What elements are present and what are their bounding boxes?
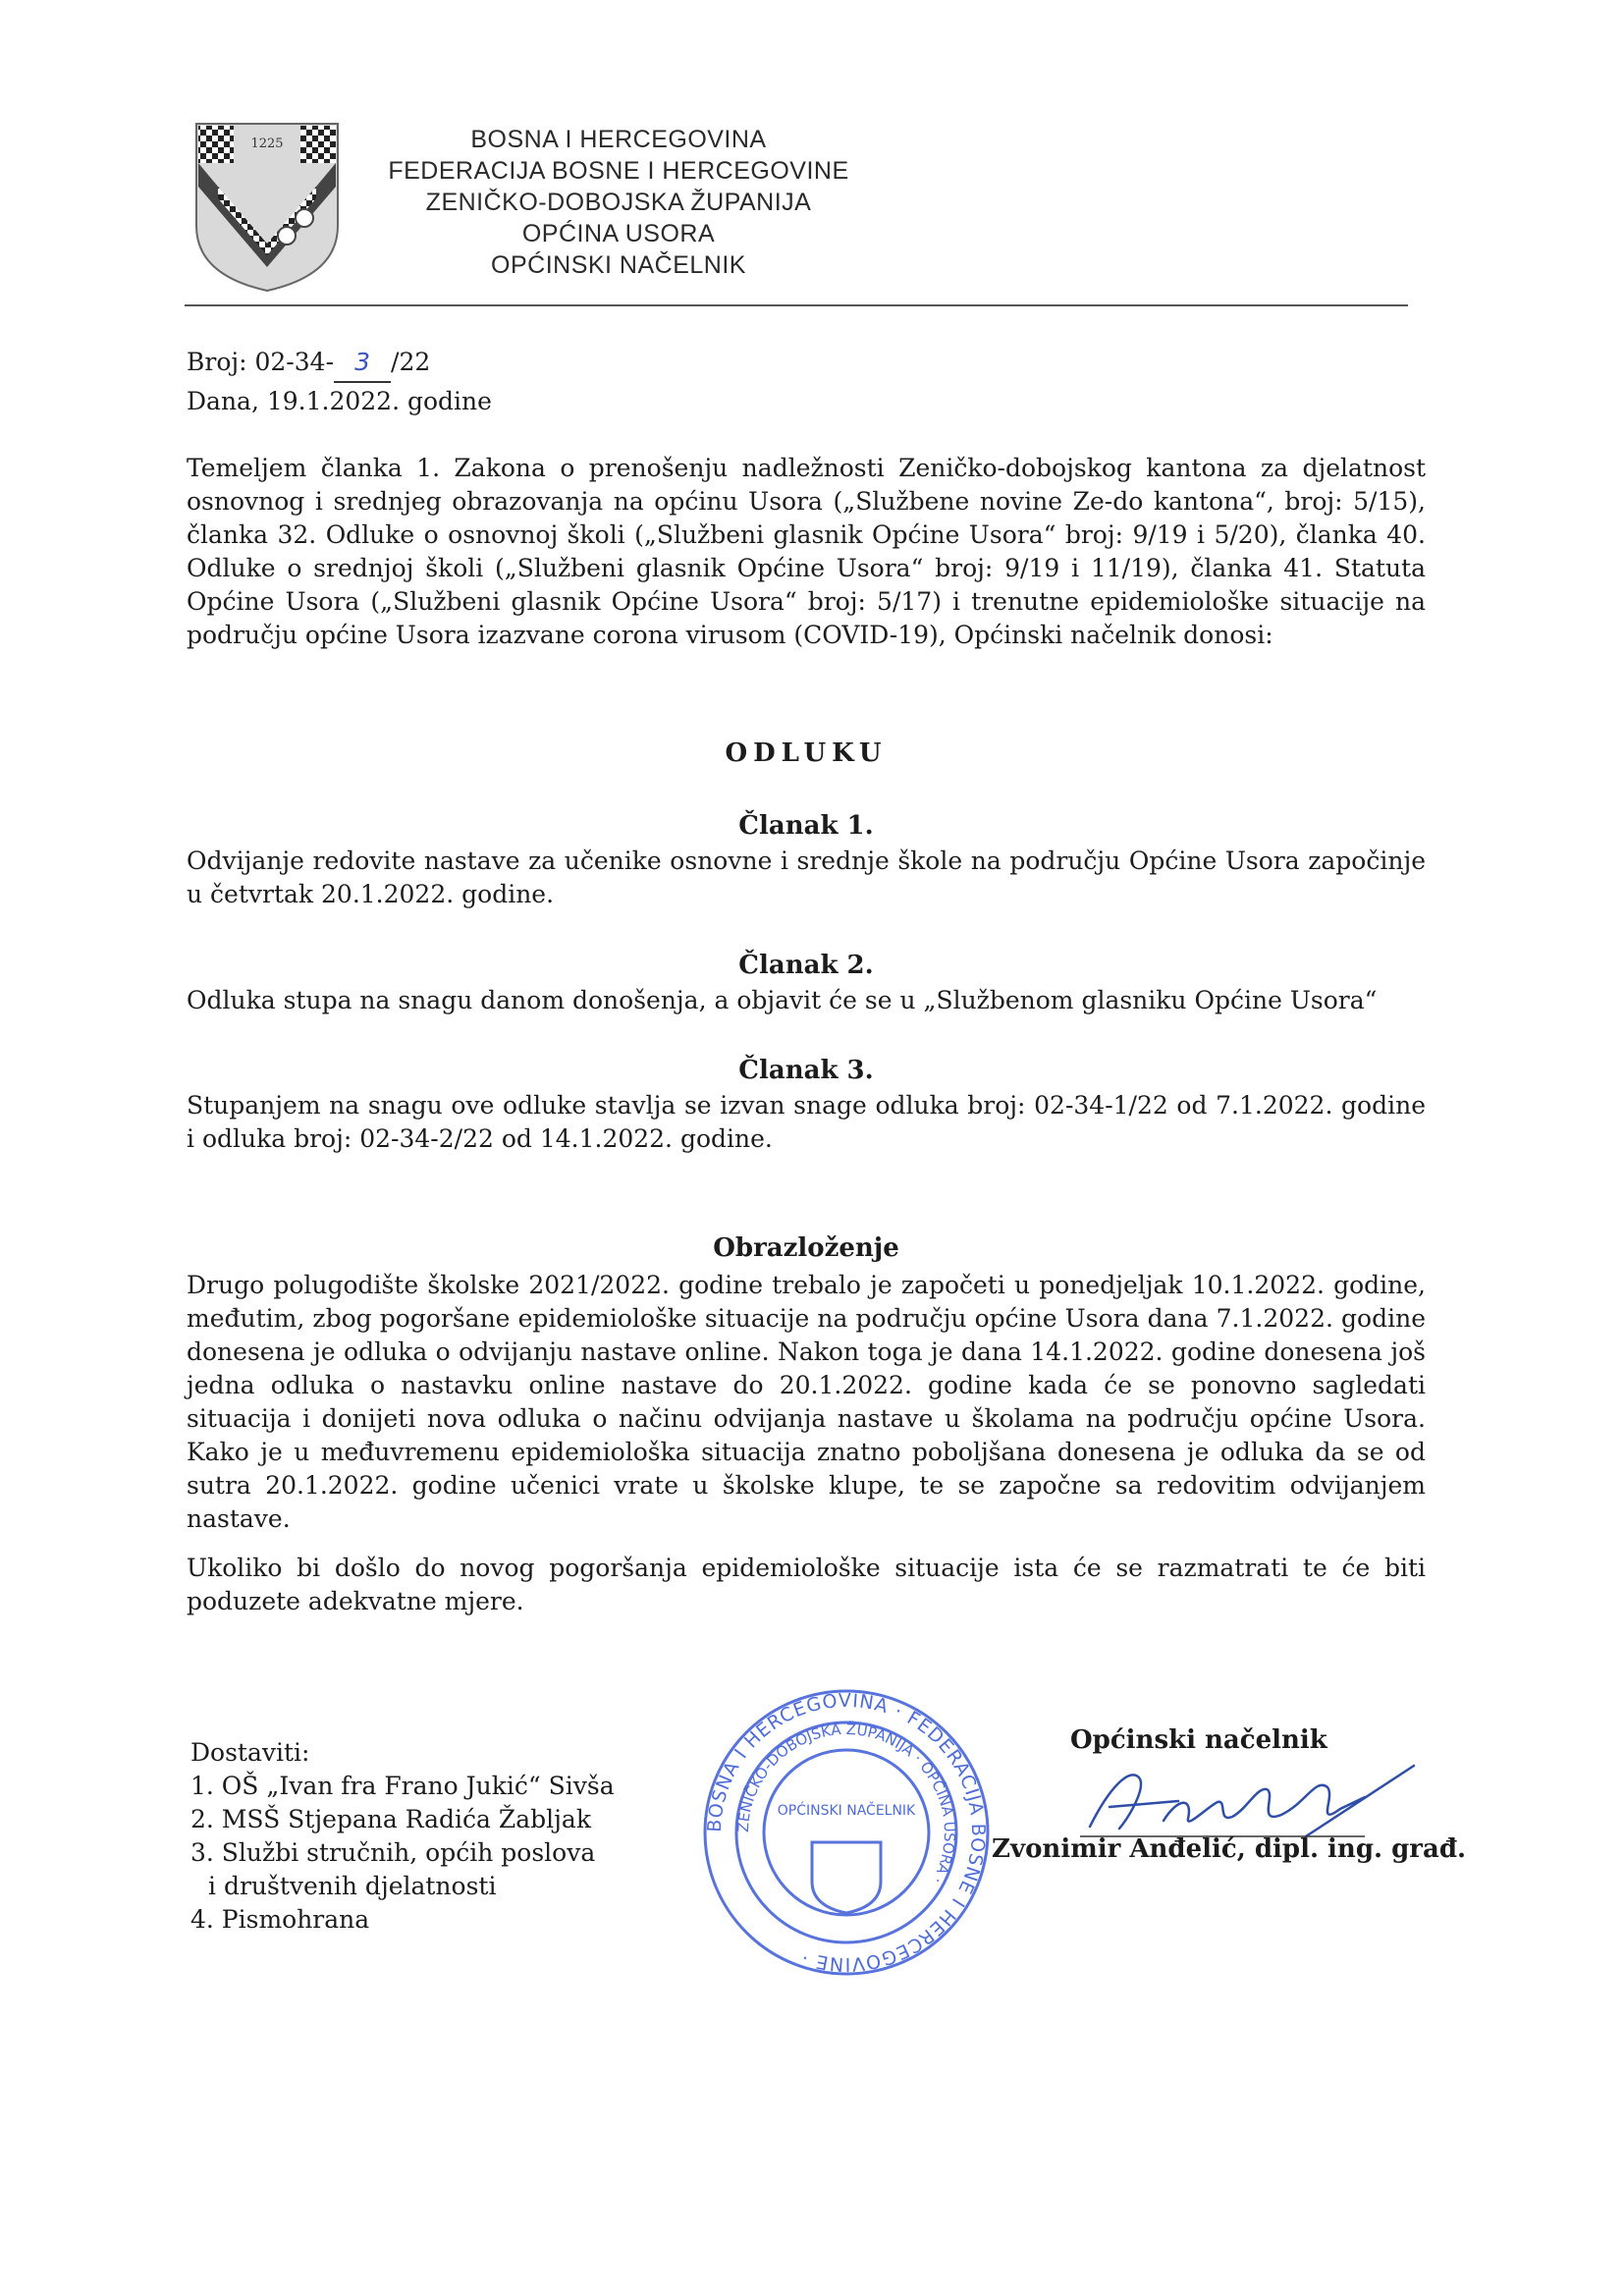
article-1-text: Odvijanje redovite nastave za učenike osnovne i srednje škole na području Općine Usora započinje u četvrtak 20.1.2022. godine. xyxy=(187,847,1426,908)
coat-year: 1225 xyxy=(250,137,284,151)
decision-title: ODLUKU xyxy=(725,738,888,768)
header-line-federation: FEDERACIJA BOSNE I HERCEGOVINE xyxy=(388,157,849,185)
header-line-canton: ZENIČKO-DOBOJSKA ŽUPANIJA xyxy=(425,189,812,216)
signatory-title: Općinski načelnik xyxy=(1070,1725,1327,1755)
header-line-municipality: OPĆINA USORA xyxy=(521,220,716,247)
document-date: Dana, 19.1.2022. godine xyxy=(187,387,492,415)
reasoning-paragraph-2: Ukoliko bi došlo do novog pogoršanja epidemiološke situacije ista će se razmatrati te će biti poduzete adekvatne mjere. xyxy=(187,1554,1426,1615)
header-line-office: OPĆINSKI NAČELNIK xyxy=(491,251,746,279)
article-2-heading: Članak 2. xyxy=(738,951,874,980)
article-3-heading: Članak 3. xyxy=(738,1056,874,1085)
distribution-item: i društvenih djelatnosti xyxy=(208,1872,497,1900)
coat-of-arms-icon xyxy=(189,118,346,295)
stamp-inner-text: ZENIČKO-DOBOJSKA ŽUPANIJA · OPĆINA USORA · xyxy=(733,1720,959,1887)
stamp-center-text: OPĆINSKI NAČELNIK xyxy=(777,1803,916,1819)
stamp-outer-text: BOSNA I HERCEGOVINA · FEDERACIJA BOSNE I HERCEGOVINE · xyxy=(703,1689,990,1976)
article-2-text: Odluka stupa na snagu danom donošenja, a objavit će se u „Službenom glasniku Općine Usora“ xyxy=(187,986,1378,1014)
distribution-list xyxy=(190,1736,615,1937)
signatory-name: Zvonimir Anđelić, dipl. ing. građ. xyxy=(992,1834,1467,1864)
distribution-item: 2. MSŠ Stjepana Radića Žabljak xyxy=(190,1805,591,1833)
distribution-label: Dostaviti: xyxy=(190,1738,310,1767)
header-line-country: BOSNA I HERCEGOVINA xyxy=(470,126,767,153)
intro-paragraph: Temeljem članka 1. Zakona o prenošenju nadležnosti Zeničko-dobojskog kantona za djelatnost osnovnog i srednjeg obrazovanja na općinu Usora („Službene novine Ze-do kantona“, broj: 5/15), članka 32. Odluke o osnovnoj školi („Službeni glasnik Općine Usora“ broj: 9/19 i 5/20), članka 40. Odluke o srednjoj školi („Službeni glasnik Općine Usora“ broj: 9/19 i 11/19), članka 41. Statuta Općine Usora („Službeni glasnik Općine Usora“ broj: 5/17) i trenutne epidemiološke situacije na području općine Usora izazvane corona virusom (COVID-19), Općinski načelnik donosi: xyxy=(187,454,1426,649)
reference-suffix: /22 xyxy=(391,348,431,376)
distribution-item: 1. OŠ „Ivan fra Frano Jukić“ Sivša xyxy=(190,1772,615,1800)
reference-handwritten: 3 xyxy=(354,348,370,376)
document-meta xyxy=(187,344,492,420)
reference-number xyxy=(187,344,492,383)
article-3-text: Stupanjem na snagu ove odluke stavlja se izvan snage odluka broj: 02-34-1/22 od 7.1.2022. godine i odluka broj: 02-34-2/22 od 14.1.2022. godine. xyxy=(187,1091,1426,1153)
article-1-heading: Članak 1. xyxy=(738,811,874,841)
reasoning-heading: Obrazloženje xyxy=(713,1233,899,1263)
issuer-header xyxy=(363,124,874,281)
handwritten-signature-icon xyxy=(1070,1758,1424,1846)
reference-prefix: Broj: 02-34- xyxy=(187,348,335,376)
distribution-item: 3. Službi stručnih, općih poslova xyxy=(190,1838,596,1867)
header-divider xyxy=(185,304,1408,306)
official-stamp-icon xyxy=(699,1685,994,1980)
reasoning-paragraph-1: Drugo polugodište školske 2021/2022. godine trebalo je započeti u ponedjeljak 10.1.2022. godine, međutim, zbog pogoršane epidemiološke situacije na području općine Usora dana 7.1.2022. godine donesena je odluka o odvijanju nastave online. Nakon toga je dana 14.1.2022. godine donesena još jedna odluka o nastavku online nastave do 20.1.2022. godine kada će se ponovno sagledati situacija i donijeti nova odluka o načinu odvijanja nastave u školama na području općine Usora. Kako je u međuvremenu epidemiološka situacija znatno poboljšana donesena je odluka da se od sutra 20.1.2022. godine učenici vrate u školske klupe, te se započne sa redovitim odvijanjem nastave. xyxy=(187,1271,1426,1533)
distribution-item: 4. Pismohrana xyxy=(190,1905,370,1934)
